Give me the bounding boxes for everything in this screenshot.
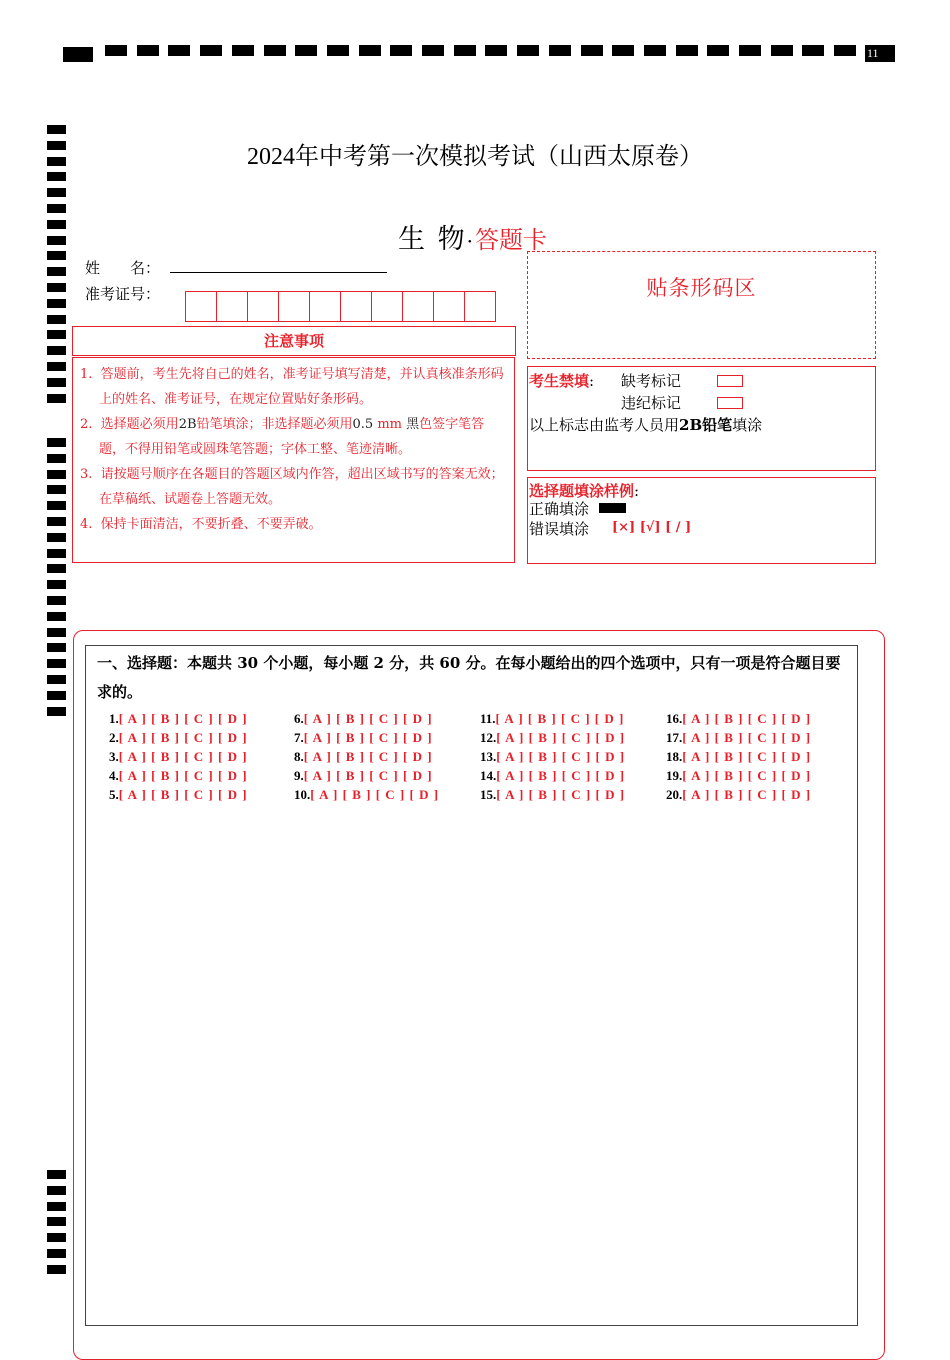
id-digit-box[interactable] bbox=[309, 291, 341, 322]
timing-mark bbox=[47, 378, 66, 387]
correct-fill-label: 正确填涂 bbox=[529, 500, 590, 518]
timing-mark bbox=[422, 45, 444, 56]
forbid-note-bold: 2B铅笔 bbox=[679, 416, 733, 434]
wrong-fill-marks: [×] [√] [ / ] bbox=[612, 520, 692, 535]
question-number: 17. bbox=[666, 730, 683, 745]
notice-item-number: 2. bbox=[80, 417, 93, 432]
timing-mark bbox=[47, 612, 66, 621]
timing-mark bbox=[47, 188, 66, 197]
answer-options[interactable]: [ A ] [ B ] [ C ] [ D ] bbox=[118, 768, 248, 783]
timing-mark bbox=[47, 220, 66, 229]
id-digit-box[interactable] bbox=[433, 291, 465, 322]
question-number: 4. bbox=[109, 768, 119, 783]
answer-options[interactable]: [ A ] [ B ] [ C ] [ D ] bbox=[303, 711, 433, 726]
notice-item-text: 0.5 bbox=[352, 417, 374, 432]
answer-options[interactable]: [ A ] [ B ] [ C ] [ D ] bbox=[303, 730, 433, 745]
answer-options[interactable]: [ A ] [ B ] [ C ] [ D ] bbox=[682, 730, 812, 745]
question-item bbox=[109, 730, 248, 746]
timing-mark bbox=[834, 45, 856, 56]
timing-mark bbox=[581, 45, 603, 56]
answer-options[interactable]: [ A ] [ B ] [ C ] [ D ] bbox=[495, 711, 625, 726]
question-number: 10. bbox=[294, 787, 311, 802]
question-item bbox=[294, 711, 433, 727]
answer-options[interactable]: [ A ] [ B ] [ C ] [ D ] bbox=[682, 711, 812, 726]
question-item bbox=[294, 749, 433, 765]
question-number: 15. bbox=[480, 787, 497, 802]
timing-mark bbox=[47, 283, 66, 292]
notice-item-text: 保持卡面清洁，不要折叠、不要弄破。 bbox=[100, 517, 322, 532]
timing-mark bbox=[232, 45, 254, 56]
question-item bbox=[666, 711, 811, 727]
notice-item-text: mm bbox=[373, 417, 407, 432]
question-item bbox=[480, 768, 625, 784]
timing-mark bbox=[137, 45, 159, 56]
id-digit-box[interactable] bbox=[340, 291, 372, 322]
timing-mark bbox=[47, 596, 66, 605]
name-label: 姓 名： bbox=[85, 259, 161, 277]
question-number: 20. bbox=[666, 787, 683, 802]
timing-mark bbox=[47, 315, 66, 324]
timing-mark bbox=[47, 549, 66, 558]
timing-mark bbox=[47, 394, 66, 403]
timing-mark bbox=[644, 45, 666, 56]
question-number: 16. bbox=[666, 711, 683, 726]
notice-item-number: 1. bbox=[80, 367, 93, 382]
barcode-label: 贴条形码区 bbox=[646, 276, 757, 300]
answer-options[interactable]: [ A ] [ B ] [ C ] [ D ] bbox=[682, 787, 812, 802]
top-timing-marks bbox=[63, 45, 895, 62]
answer-options[interactable]: [ A ] [ B ] [ C ] [ D ] bbox=[496, 730, 626, 745]
timing-mark bbox=[63, 47, 93, 62]
absent-label: 缺考标记 bbox=[621, 372, 682, 390]
timing-mark bbox=[47, 346, 66, 355]
question-number: 1. bbox=[109, 711, 119, 726]
notice-body bbox=[72, 357, 515, 563]
question-number: 19. bbox=[666, 768, 683, 783]
notice-item bbox=[80, 462, 510, 512]
timing-mark bbox=[612, 45, 634, 56]
question-number: 13. bbox=[480, 749, 497, 764]
violation-label: 违纪标记 bbox=[621, 394, 682, 412]
timing-mark bbox=[47, 691, 66, 700]
id-digit-box[interactable] bbox=[464, 291, 496, 322]
wrong-fill-label: 错误填涂 bbox=[529, 520, 590, 538]
question-item bbox=[480, 787, 625, 803]
timing-mark bbox=[47, 1170, 66, 1179]
timing-mark bbox=[390, 45, 412, 56]
violation-mark-box[interactable] bbox=[717, 397, 743, 409]
notice-item bbox=[80, 362, 510, 412]
timing-mark bbox=[739, 45, 761, 56]
answer-options[interactable]: [ A ] [ B ] [ C ] [ D ] bbox=[118, 749, 248, 764]
question-item bbox=[109, 711, 248, 727]
title-dot: · bbox=[466, 229, 475, 253]
question-number: 5. bbox=[109, 787, 119, 802]
answer-options[interactable]: [ A ] [ B ] [ C ] [ D ] bbox=[496, 768, 626, 783]
timing-mark bbox=[517, 45, 539, 56]
timing-mark bbox=[47, 517, 66, 526]
notice-item-text: 铅笔填涂；非选择题必须用 bbox=[196, 417, 353, 432]
timing-mark bbox=[707, 45, 729, 56]
forbid-title bbox=[529, 370, 594, 391]
notice-item-text: 请按题号顺序在各题目的答题区域内作答，超出区域书写的答案无效；在草稿纸、试题卷上答题无效。 bbox=[99, 467, 504, 507]
timing-mark bbox=[47, 362, 66, 371]
subject-title bbox=[398, 217, 547, 256]
timing-mark bbox=[47, 1217, 66, 1226]
question-number: 7. bbox=[294, 730, 304, 745]
forbid-note-text: 填涂 bbox=[732, 416, 763, 434]
timing-mark bbox=[47, 501, 66, 510]
timing-mark bbox=[47, 580, 66, 589]
timing-mark bbox=[47, 454, 66, 463]
timing-mark bbox=[47, 172, 66, 181]
question-item bbox=[109, 787, 248, 803]
timing-mark bbox=[485, 45, 507, 56]
question-item bbox=[480, 711, 624, 727]
answer-options[interactable]: [ A ] [ B ] [ C ] [ D ] bbox=[303, 749, 433, 764]
timing-mark bbox=[47, 470, 66, 479]
notice-item-number: 3. bbox=[80, 467, 93, 482]
question-item bbox=[109, 749, 248, 765]
timing-mark bbox=[47, 125, 66, 134]
forbid-note-text: 以上标志由监考人员用 bbox=[529, 416, 680, 434]
timing-mark bbox=[454, 45, 476, 56]
timing-mark bbox=[47, 564, 66, 573]
card-name: 答题卡 bbox=[474, 226, 547, 254]
timing-mark bbox=[47, 330, 66, 339]
notice-item-text: 答题前，考生先将自己的姓名，准考证号填写清楚，并认真核准条形码上的姓名、准考证号，在规定位置贴好条形码。 bbox=[99, 367, 504, 407]
answer-options[interactable]: [ A ] [ B ] [ C ] [ D ] bbox=[682, 768, 812, 783]
answer-options[interactable]: [ A ] [ B ] [ C ] [ D ] bbox=[496, 749, 626, 764]
timing-mark bbox=[327, 45, 349, 56]
forbid-box bbox=[527, 366, 876, 471]
name-field[interactable] bbox=[170, 272, 387, 273]
absent-mark-box[interactable] bbox=[717, 375, 743, 387]
id-digit-box[interactable] bbox=[185, 291, 217, 322]
timing-mark bbox=[47, 251, 66, 260]
question-item bbox=[666, 749, 811, 765]
question-item bbox=[480, 749, 625, 765]
question-number: 3. bbox=[109, 749, 119, 764]
question-number: 2. bbox=[109, 730, 119, 745]
timing-mark bbox=[47, 643, 66, 652]
answer-options[interactable]: [ A ] [ B ] [ C ] [ D ] bbox=[303, 768, 433, 783]
timing-mark bbox=[47, 438, 66, 447]
timing-mark bbox=[802, 45, 824, 56]
correct-fill-mark bbox=[599, 503, 626, 513]
timing-mark bbox=[676, 45, 698, 56]
notice-heading: 注意事项 bbox=[72, 326, 516, 356]
forbid-label: 考生禁填 bbox=[529, 372, 590, 390]
timing-mark bbox=[549, 45, 571, 56]
question-item bbox=[666, 730, 811, 746]
timing-mark bbox=[105, 45, 127, 56]
answer-options[interactable]: [ A ] [ B ] [ C ] [ D ] bbox=[118, 787, 248, 802]
timing-mark bbox=[47, 1233, 66, 1242]
fill-sample-box bbox=[527, 477, 876, 564]
answer-area-inner bbox=[85, 645, 858, 1326]
timing-mark bbox=[47, 236, 66, 245]
question-number: 6. bbox=[294, 711, 304, 726]
question-item bbox=[294, 787, 439, 803]
answer-options[interactable]: [ A ] [ B ] [ C ] [ D ] bbox=[682, 749, 812, 764]
answer-options[interactable]: [ A ] [ B ] [ C ] [ D ] bbox=[118, 730, 248, 745]
sample-colon: : bbox=[634, 482, 640, 500]
question-number: 18. bbox=[666, 749, 683, 764]
notice-item-text: 2B bbox=[178, 417, 197, 432]
forbid-note bbox=[529, 414, 762, 435]
forbid-colon: : bbox=[589, 372, 595, 390]
barcode-area bbox=[527, 251, 876, 359]
notice-item bbox=[80, 412, 510, 462]
sample-title-text: 选择题填涂样例 bbox=[529, 482, 635, 500]
timing-mark bbox=[47, 628, 66, 637]
question-item bbox=[480, 730, 625, 746]
question-item bbox=[294, 768, 433, 784]
timing-mark bbox=[47, 1249, 66, 1258]
exam-title: 2024年中考第一次模拟考试（山西太原卷） bbox=[247, 144, 703, 170]
id-digit-box[interactable] bbox=[371, 291, 403, 322]
timing-mark bbox=[47, 299, 66, 308]
id-number-boxes bbox=[185, 291, 495, 322]
question-number: 14. bbox=[480, 768, 497, 783]
notice-item-number: 4. bbox=[80, 517, 93, 532]
timing-mark bbox=[47, 485, 66, 494]
id-label: 准考证号： bbox=[85, 285, 161, 303]
timing-mark bbox=[295, 45, 317, 56]
answer-options[interactable]: [ A ] [ B ] [ C ] [ D ] bbox=[496, 787, 626, 802]
timing-mark bbox=[47, 1202, 66, 1211]
timing-mark bbox=[168, 45, 190, 56]
notice-item-text: 选择题必须用 bbox=[100, 417, 179, 432]
timing-mark bbox=[47, 1186, 66, 1195]
timing-mark bbox=[771, 45, 793, 56]
id-digit-box[interactable] bbox=[216, 291, 248, 322]
timing-mark bbox=[264, 45, 286, 56]
id-digit-box[interactable] bbox=[402, 291, 434, 322]
timing-mark bbox=[47, 675, 66, 684]
question-item bbox=[109, 768, 248, 784]
timing-mark bbox=[47, 533, 66, 542]
question-item bbox=[666, 787, 811, 803]
notice-item-text: 黑 bbox=[406, 417, 420, 432]
timing-mark bbox=[47, 204, 66, 213]
notice-item bbox=[80, 512, 510, 537]
answer-options[interactable]: [ A ] [ B ] [ C ] [ D ] bbox=[310, 787, 440, 802]
timing-mark bbox=[47, 1265, 66, 1274]
question-number: 12. bbox=[480, 730, 497, 745]
section1-instruction: 一、选择题：本题共 30 个小题，每小题 2 分，共 60 分。在每小题给出的四个选项中，只有一项是符合题目要求的。 bbox=[97, 654, 841, 701]
subject-name: 生 物 bbox=[398, 224, 467, 255]
timing-mark bbox=[47, 267, 66, 276]
id-digit-box[interactable] bbox=[278, 291, 310, 322]
timing-mark bbox=[359, 45, 381, 56]
timing-mark bbox=[47, 659, 66, 668]
page-number-box bbox=[865, 45, 895, 62]
question-item bbox=[294, 730, 433, 746]
question-item bbox=[666, 768, 811, 784]
timing-mark bbox=[47, 707, 66, 716]
question-number: 11. bbox=[480, 711, 496, 726]
question-number: 9. bbox=[294, 768, 304, 783]
answer-options[interactable]: [ A ] [ B ] [ C ] [ D ] bbox=[118, 711, 248, 726]
question-number: 8. bbox=[294, 749, 304, 764]
notice-item-text: 色签字笔答题，不得用铅笔或圆珠笔答题；字体工整、笔迹清晰。 bbox=[99, 417, 485, 457]
id-digit-box[interactable] bbox=[247, 291, 279, 322]
page-number: 11 bbox=[867, 46, 879, 60]
timing-mark bbox=[200, 45, 222, 56]
